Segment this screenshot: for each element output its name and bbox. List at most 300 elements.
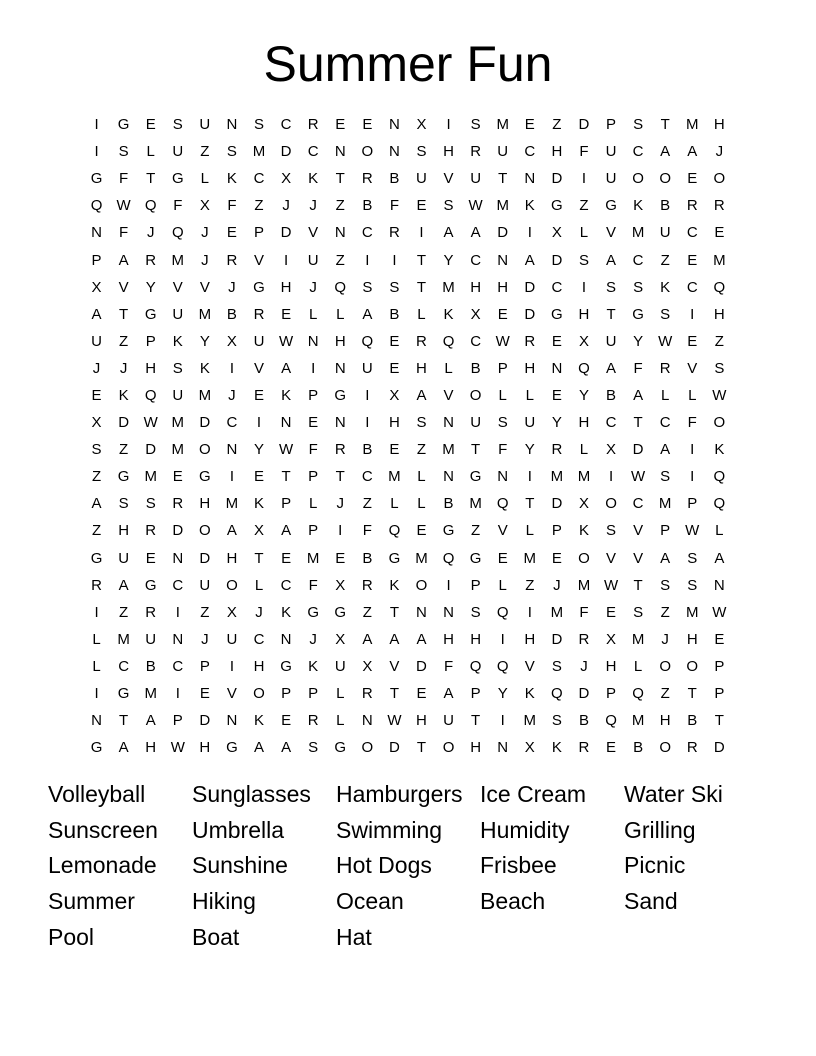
grid-letter: W — [387, 712, 402, 730]
grid-letter: X — [335, 630, 346, 648]
grid-letter: X — [335, 576, 346, 594]
grid-letter: N — [226, 712, 238, 730]
grid-letter: P — [172, 712, 183, 730]
grid-letter: I — [365, 251, 370, 269]
grid-letter: A — [362, 630, 373, 648]
grid-letter: M — [631, 224, 645, 242]
grid-letter: W — [468, 197, 483, 215]
word-bank-item: Umbrella — [192, 816, 285, 843]
grid-letter: W — [170, 739, 185, 757]
grid-letter: R — [334, 441, 346, 459]
grid-letter: J — [201, 630, 209, 648]
grid-letter: A — [118, 251, 129, 269]
grid-letter: F — [119, 170, 129, 188]
grid-letter: J — [336, 495, 344, 513]
grid-letter: R — [361, 170, 373, 188]
grid-letter: U — [605, 170, 617, 188]
grid-letter: D — [416, 657, 427, 675]
grid-letter: M — [117, 630, 130, 648]
grid-letter: R — [145, 522, 157, 540]
grid-letter: C — [470, 332, 482, 350]
grid-letter: N — [91, 712, 102, 730]
grid-letter: N — [226, 441, 238, 459]
grid-letter: S — [578, 251, 589, 269]
grid-letter: P — [281, 495, 292, 513]
grid-letter: I — [500, 630, 505, 648]
grid-letter: A — [714, 549, 725, 567]
grid-letter: E — [714, 630, 725, 648]
word-bank-item: Lemonade — [48, 852, 157, 879]
grid-letter: I — [446, 116, 451, 134]
grid-letter: I — [175, 685, 180, 703]
grid-letter: H — [713, 116, 725, 134]
grid-letter: N — [524, 170, 536, 188]
grid-letter: S — [551, 657, 562, 675]
grid-letter: I — [581, 278, 587, 296]
grid-letter: Z — [91, 522, 102, 540]
grid-letter: F — [498, 441, 508, 459]
grid-letter: D — [578, 116, 590, 134]
grid-letter: E — [416, 197, 427, 215]
grid-letter: Y — [524, 441, 535, 459]
grid-letter: A — [606, 359, 617, 377]
grid-letter: C — [632, 251, 644, 269]
grid-row — [83, 463, 733, 490]
grid-letter: T — [146, 170, 156, 188]
grid-letter: K — [281, 386, 292, 404]
grid-letter: S — [308, 739, 319, 757]
grid-letter: G — [551, 197, 563, 215]
grid-letter: E — [416, 685, 427, 703]
grid-letter: P — [308, 685, 319, 703]
grid-letter: H — [280, 278, 292, 296]
grid-letter: Q — [551, 685, 563, 703]
grid-letter: A — [443, 224, 454, 242]
grid-letter: Q — [713, 495, 726, 513]
grid-row — [83, 599, 733, 626]
grid-letter: C — [551, 278, 563, 296]
grid-letter: E — [687, 251, 698, 269]
grid-letter: I — [365, 386, 370, 404]
grid-letter: E — [308, 414, 319, 432]
grid-letter: N — [280, 414, 292, 432]
grid-letter: Q — [496, 603, 509, 621]
grid-letter: N — [334, 143, 346, 161]
grid-letter: Y — [633, 332, 644, 350]
grid-letter: X — [578, 495, 589, 513]
grid-letter: T — [687, 685, 697, 703]
grid-letter: D — [280, 143, 292, 161]
grid-letter: V — [606, 549, 617, 567]
grid-letter: Z — [119, 332, 129, 350]
grid-letter: L — [498, 386, 507, 404]
grid-letter: J — [282, 197, 290, 215]
grid-letter: M — [686, 603, 699, 621]
grid-letter: M — [225, 495, 239, 513]
grid-letter: Q — [144, 386, 157, 404]
grid-letter: L — [146, 143, 155, 161]
grid-letter: V — [254, 359, 265, 377]
grid-letter: M — [658, 495, 672, 513]
grid-letter: R — [145, 251, 157, 269]
grid-letter: B — [362, 549, 373, 567]
grid-letter: X — [254, 522, 265, 540]
grid-letter: L — [390, 495, 399, 513]
grid-letter: I — [527, 224, 532, 242]
grid-letter: Q — [90, 197, 103, 215]
grid-letter: M — [442, 278, 455, 296]
grid-letter: Q — [496, 495, 509, 513]
grid-letter: A — [145, 712, 156, 730]
grid-letter: Q — [334, 278, 347, 296]
grid-letter: S — [118, 495, 129, 513]
grid-letter: R — [551, 441, 563, 459]
grid-letter: J — [119, 359, 128, 377]
grid-letter: R — [578, 630, 590, 648]
grid-letter: D — [199, 712, 211, 730]
grid-letter: M — [415, 549, 428, 567]
grid-letter: N — [388, 143, 400, 161]
grid-letter: I — [690, 468, 695, 486]
grid-letter: H — [578, 414, 590, 432]
grid-letter: S — [660, 305, 671, 323]
grid-letter: P — [470, 685, 481, 703]
grid-letter: S — [633, 603, 644, 621]
grid-letter: E — [551, 549, 562, 567]
grid-letter: G — [388, 549, 401, 567]
grid-row — [83, 545, 733, 572]
grid-letter: F — [687, 414, 697, 432]
grid-letter: D — [551, 170, 563, 188]
grid-letter: W — [495, 332, 510, 350]
grid-letter: G — [469, 468, 482, 486]
grid-letter: I — [94, 685, 99, 703]
grid-letter: G — [307, 603, 319, 621]
grid-letter: H — [686, 630, 698, 648]
grid-letter: V — [633, 522, 644, 540]
grid-letter: K — [551, 739, 562, 757]
grid-letter: Z — [660, 685, 670, 703]
grid-letter: G — [90, 170, 103, 188]
grid-letter: G — [334, 739, 347, 757]
grid-letter: N — [280, 630, 292, 648]
grid-letter: L — [336, 712, 345, 730]
grid-letter: E — [199, 685, 210, 703]
grid-letter: S — [443, 197, 454, 215]
grid-letter: Z — [579, 197, 589, 215]
grid-letter: O — [713, 170, 726, 188]
grid-letter: R — [388, 224, 400, 242]
grid-letter: Z — [119, 441, 129, 459]
grid-letter: G — [551, 305, 563, 323]
grid-letter: P — [254, 224, 265, 242]
grid-letter: C — [659, 414, 671, 432]
grid-letter: Z — [200, 603, 210, 621]
grid-letter: E — [714, 224, 725, 242]
grid-letter: Q — [496, 657, 509, 675]
grid-letter: N — [443, 414, 454, 432]
grid-letter: O — [415, 576, 428, 594]
grid-letter: O — [578, 549, 590, 567]
grid-letter: E — [497, 305, 508, 323]
grid-letter: G — [117, 468, 130, 486]
grid-letter: V — [172, 278, 183, 296]
word-bank-item: Boat — [192, 923, 240, 950]
grid-letter: T — [416, 251, 427, 269]
grid-letter: Q — [578, 359, 590, 377]
grid-letter: F — [443, 657, 454, 675]
grid-letter: Q — [713, 278, 726, 296]
grid-letter: M — [442, 441, 455, 459]
grid-letter: S — [416, 414, 427, 432]
grid-letter: X — [226, 332, 237, 350]
grid-letter: N — [443, 468, 454, 486]
grid-letter: H — [470, 739, 482, 757]
grid-letter: H — [253, 657, 265, 675]
grid-letter: R — [307, 712, 319, 730]
grid-letter: S — [470, 116, 481, 134]
grid-letter: Q — [605, 712, 617, 730]
grid-letter: E — [145, 116, 156, 134]
grid-letter: G — [144, 305, 157, 323]
grid-letter: T — [471, 441, 481, 459]
grid-letter: K — [524, 197, 535, 215]
grid-letter: M — [388, 468, 401, 486]
grid-letter: A — [524, 251, 535, 269]
grid-letter: I — [581, 170, 587, 188]
grid-row — [83, 409, 733, 436]
grid-letter: T — [335, 170, 345, 188]
grid-letter: U — [470, 170, 482, 188]
grid-letter: H — [713, 305, 725, 323]
grid-letter: K — [389, 576, 400, 594]
grid-letter: I — [690, 305, 695, 323]
grid-letter: T — [498, 170, 508, 188]
grid-letter: O — [361, 143, 374, 161]
grid-letter: B — [606, 386, 617, 404]
grid-letter: F — [362, 522, 372, 540]
grid-letter: L — [417, 468, 426, 486]
grid-letter: H — [226, 549, 238, 567]
grid-letter: T — [335, 468, 345, 486]
grid-letter: D — [632, 441, 644, 459]
word-bank-item: Picnic — [624, 852, 686, 879]
grid-letter: M — [523, 712, 537, 730]
grid-letter: O — [686, 657, 699, 675]
grid-row — [83, 165, 733, 192]
grid-letter: F — [227, 197, 237, 215]
grid-letter: H — [524, 630, 536, 648]
grid-letter: P — [687, 495, 698, 513]
grid-letter: H — [443, 630, 454, 648]
grid-letter: W — [143, 414, 158, 432]
letter-grid — [83, 111, 733, 761]
grid-letter: A — [687, 143, 698, 161]
grid-letter: M — [198, 386, 212, 404]
grid-letter: E — [416, 522, 427, 540]
grid-letter: T — [606, 305, 616, 323]
grid-letter: U — [605, 143, 617, 161]
grid-letter: S — [551, 712, 562, 730]
grid-letter: P — [145, 332, 156, 350]
grid-letter: K — [524, 685, 535, 703]
grid-letter: A — [281, 359, 292, 377]
grid-letter: D — [172, 522, 184, 540]
grid-letter: R — [361, 576, 373, 594]
grid-letter: F — [308, 576, 318, 594]
grid-letter: Z — [119, 603, 129, 621]
grid-letter: I — [690, 441, 695, 459]
grid-letter: O — [253, 685, 265, 703]
grid-letter: B — [470, 359, 481, 377]
word-bank-item: Pool — [48, 923, 95, 950]
grid-row — [83, 707, 733, 734]
grid-letter: U — [443, 712, 454, 730]
grid-letter: Q — [442, 549, 455, 567]
grid-letter: G — [171, 170, 184, 188]
grid-letter: B — [145, 657, 156, 675]
grid-letter: I — [338, 522, 343, 540]
grid-letter: C — [632, 495, 644, 513]
grid-letter: C — [280, 576, 292, 594]
grid-letter: V — [199, 278, 210, 296]
grid-letter: X — [362, 657, 373, 675]
grid-letter: T — [254, 549, 264, 567]
grid-letter: R — [172, 495, 184, 513]
grid-letter: O — [659, 170, 672, 188]
grid-letter: C — [307, 143, 319, 161]
grid-letter: K — [308, 170, 319, 188]
grid-letter: N — [361, 712, 373, 730]
grid-row — [83, 436, 733, 463]
grid-row — [83, 572, 733, 599]
grid-letter: R — [686, 739, 698, 757]
grid-letter: R — [470, 143, 482, 161]
grid-letter: V — [226, 685, 237, 703]
grid-letter: C — [361, 224, 373, 242]
grid-letter: J — [715, 143, 724, 161]
grid-letter: T — [281, 468, 291, 486]
grid-letter: R — [659, 359, 671, 377]
grid-letter: M — [550, 468, 564, 486]
grid-letter: D — [551, 251, 563, 269]
word-bank-item: Summer — [48, 888, 135, 915]
grid-letter: Q — [171, 224, 184, 242]
word-bank-item: Sunscreen — [48, 816, 158, 843]
grid-letter: I — [446, 576, 451, 594]
grid-letter: N — [497, 468, 509, 486]
grid-letter: O — [605, 495, 617, 513]
grid-letter: G — [334, 386, 347, 404]
grid-letter: R — [226, 251, 238, 269]
grid-letter: B — [578, 712, 589, 730]
grid-letter: E — [497, 549, 508, 567]
grid-letter: L — [715, 522, 724, 540]
grid-letter: M — [631, 712, 645, 730]
grid-letter: S — [226, 143, 237, 161]
grid-letter: O — [226, 576, 238, 594]
grid-letter: I — [365, 414, 370, 432]
grid-letter: M — [523, 549, 537, 567]
grid-letter: C — [605, 414, 617, 432]
grid-row — [83, 382, 733, 409]
grid-letter: I — [527, 603, 532, 621]
grid-letter: E — [687, 170, 698, 188]
grid-letter: E — [551, 386, 562, 404]
grid-letter: E — [145, 549, 156, 567]
grid-letter: Z — [660, 603, 670, 621]
grid-letter: X — [606, 630, 617, 648]
grid-letter: X — [389, 386, 400, 404]
grid-letter: P — [308, 386, 319, 404]
grid-letter: J — [228, 278, 236, 296]
grid-letter: J — [201, 224, 209, 242]
grid-letter: J — [580, 657, 588, 675]
grid-letter: C — [226, 414, 238, 432]
word-bank-item: Hamburgers — [336, 781, 463, 807]
grid-letter: D — [388, 739, 400, 757]
grid-letter: H — [145, 739, 157, 757]
grid-row — [83, 192, 733, 219]
grid-letter: H — [578, 305, 590, 323]
grid-letter: I — [284, 251, 289, 269]
grid-letter: I — [256, 414, 262, 432]
grid-letter: N — [226, 116, 238, 134]
grid-letter: K — [660, 278, 671, 296]
grid-letter: W — [658, 332, 673, 350]
grid-letter: D — [551, 495, 563, 513]
grid-letter: W — [116, 197, 131, 215]
grid-letter: P — [606, 116, 617, 134]
grid-letter: R — [91, 576, 102, 594]
grid-letter: M — [713, 251, 726, 269]
grid-letter: M — [252, 143, 266, 161]
grid-letter: M — [306, 549, 320, 567]
grid-letter: Z — [552, 116, 562, 134]
grid-letter: G — [117, 116, 130, 134]
grid-letter: N — [307, 332, 319, 350]
grid-letter: J — [661, 630, 669, 648]
grid-letter: V — [606, 224, 617, 242]
grid-letter: S — [687, 576, 698, 594]
grid-letter: H — [524, 359, 536, 377]
grid-letter: K — [281, 603, 292, 621]
grid-letter: P — [606, 685, 617, 703]
grid-letter: P — [497, 359, 508, 377]
grid-letter: P — [308, 468, 319, 486]
grid-letter: U — [334, 657, 346, 675]
grid-letter: P — [281, 685, 292, 703]
grid-letter: S — [497, 414, 508, 432]
grid-letter: D — [145, 441, 157, 459]
grid-letter: S — [687, 549, 698, 567]
grid-letter: E — [389, 332, 400, 350]
grid-letter: U — [253, 332, 265, 350]
grid-letter: B — [226, 305, 237, 323]
grid-letter: L — [417, 495, 426, 513]
grid-letter: V — [443, 170, 454, 188]
grid-letter: X — [416, 116, 427, 134]
grid-letter: B — [389, 305, 400, 323]
grid-letter: A — [254, 739, 265, 757]
word-bank-item: Hot Dogs — [336, 852, 432, 879]
grid-letter: Y — [254, 441, 265, 459]
grid-letter: M — [577, 576, 591, 594]
grid-letter: Q — [388, 522, 401, 540]
grid-letter: H — [145, 359, 157, 377]
word-bank-item: Beach — [480, 888, 546, 915]
grid-letter: L — [579, 441, 589, 459]
